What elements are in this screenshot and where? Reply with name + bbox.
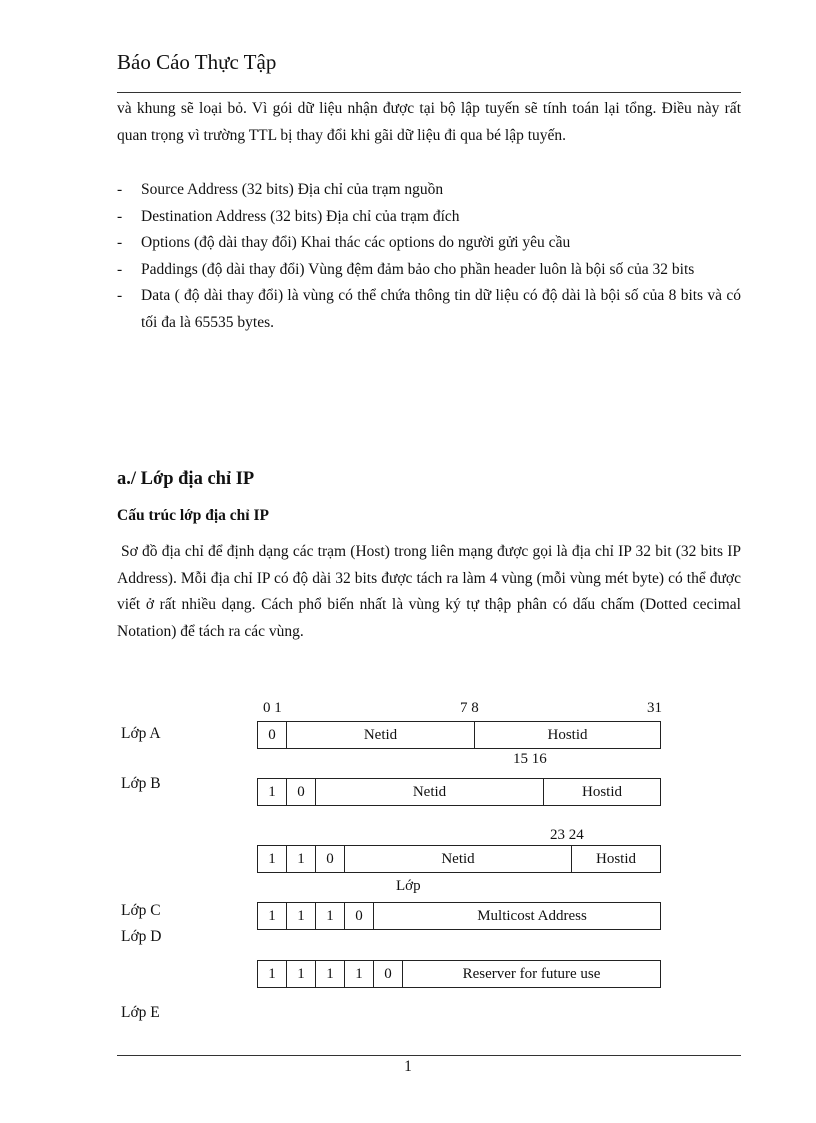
bit-cell: 1 [287,961,316,987]
list-item [117,257,741,284]
bit-cell: 1 [287,846,316,872]
list-item-text: Options (độ dài thay đổi) Khai thác các options do người gửi yêu cầu [141,234,571,251]
bit-cell: 0 [258,722,287,748]
bit-cell: 0 [316,846,345,872]
bullet-dash: - [117,260,123,278]
bit-cell: 0 [345,903,374,929]
bit-cell: 0 [374,961,403,987]
bullet-dash: - [117,234,123,251]
bit-cell: 1 [258,846,287,872]
class-c-label: Lớp C [121,902,161,919]
field-bullet-list [117,177,741,336]
class-e-row [257,960,661,988]
bit-cell: 1 [258,961,287,987]
bit-cell: 1 [258,903,287,929]
bullet-dash: - [117,181,123,198]
class-c-row [257,845,661,873]
class-e-label: Lớp E [121,1004,160,1021]
bit-marker-start: 0 1 [263,700,282,716]
stray-class-label: Lớp [396,878,421,894]
bit-cell: 0 [287,779,316,805]
body-paragraph: Sơ đồ địa chỉ để định dạng các trạm (Host) trong liên mạng được gọi là địa chỉ IP 32 bit (32 bits IP Address). Mỗi địa chỉ IP có độ dài 32 bits được tách ra làm 4 vùng (mỗi vùng mét byte) có thể được viết ở rất nhiều dạng. Cách phổ biến nhất là vùng ký tự thập phân có dấu chấm (Dotted cecimal Notation) để tách ra các vùng. [117,543,741,640]
bit-marker-31: 31 [647,700,662,716]
header-rule [117,92,741,93]
class-b-row [257,778,661,806]
intro-paragraph: và khung sẽ loại bỏ. Vì gói dữ liệu nhận được tại bộ lập tuyến sẽ tính toán lại tổng. Điều này rất quan trọng vì trường TTL bị thay đổi khi gãi dữ liệu đi qua bé lập tuyến. [117,100,741,144]
list-item-text: Destination Address (32 bits) Địa chỉ của trạm đích [141,207,460,225]
class-a-label: Lớp A [121,725,161,742]
list-item [117,283,741,336]
list-item-text: Source Address (32 bits) Địa chỉ của trạm nguồn [141,181,444,198]
section-heading: a./ Lớp địa chỉ IP [117,469,255,489]
subsection-heading: Cấu trúc lớp địa chỉ IP [117,507,269,524]
list-item-text: Paddings (độ dài thay đổi) Vùng đệm đảm bảo cho phần header luôn là bội số của 32 bits [141,260,695,278]
class-d-label: Lớp D [121,928,162,945]
bit-cell: 1 [316,961,345,987]
list-item [117,177,741,204]
list-item [117,230,741,257]
class-b-label: Lớp B [121,775,161,792]
bit-cell: 1 [316,903,345,929]
list-item-text: Data ( độ dài thay đổi) là vùng có thể chứa thông tin dữ liệu có độ dài là bội số của 8 bits và có tối đa là 65535 bytes. [141,287,741,331]
bit-cell: 1 [258,779,287,805]
footer-rule [117,1055,741,1056]
class-a-row [257,721,661,749]
class-d-row [257,902,661,930]
hostid-cell: Hostid [581,783,622,800]
netid-cell: Netid [316,779,544,805]
list-item [117,204,741,231]
bit-cell: 1 [287,903,316,929]
bit-marker-24: 23 24 [550,827,584,843]
multicast-address-cell: Multicost Address [477,907,587,924]
bit-marker-16: 15 16 [513,751,547,767]
netid-cell: Netid [287,722,475,748]
bit-cell: 1 [345,961,374,987]
page-number: 1 [404,1058,412,1075]
hostid-cell: Hostid [547,726,588,743]
page-header-title: Báo Cáo Thực Tập [117,50,277,74]
hostid-cell: Hostid [595,850,636,867]
netid-cell: Netid [345,846,572,872]
reserved-cell: Reserver for future use [462,965,601,982]
bullet-dash: - [117,287,123,304]
bullet-dash: - [117,207,123,225]
bit-marker-8: 7 8 [460,700,479,716]
